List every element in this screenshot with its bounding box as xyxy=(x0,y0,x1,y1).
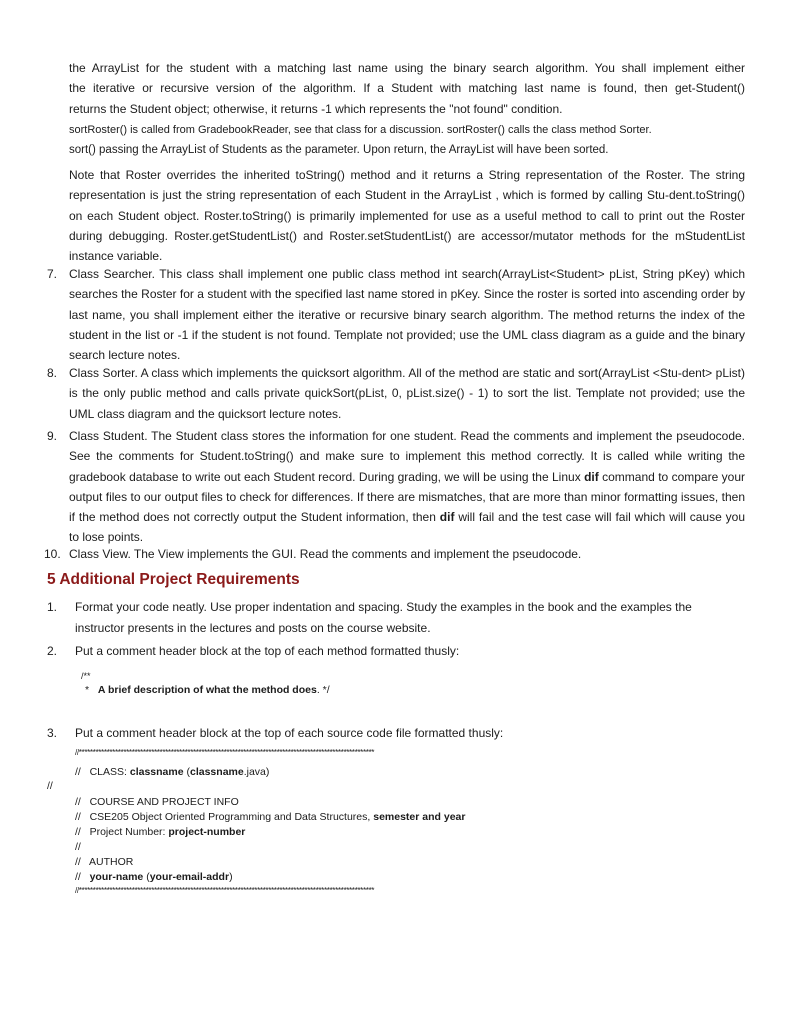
list-number: 8. xyxy=(47,366,58,380)
code-text: // CLASS: xyxy=(75,766,130,778)
paragraph-roster-tostring: Note that Roster overrides the inherited toString() method and it returns a String representation of the Roster. The string representation is just the string representation of each Student in the ArrayList , which is formed by calling Stu-dent.toString() on each Student object. Roster.toString() is primarily implemented for use as a useful method to call to print out the Roster during debugging. Roster.getStudentList() and Roster.setStudentList() are accessor/mutator methods for the mStudentList instance variable. xyxy=(69,168,745,264)
code-text: // Project Number: xyxy=(75,826,169,838)
bold-term: classname xyxy=(190,766,244,778)
paragraph-binary-search xyxy=(69,58,745,119)
bold-term: semester and year xyxy=(373,811,466,823)
bold-term: A brief description of what the method does xyxy=(97,684,317,696)
code-text: ( xyxy=(143,871,150,883)
code-text: // CSE205 Object Oriented Programming and Data Structures, xyxy=(75,811,374,823)
list-text: Class Searcher. This class shall implement one public class method int search(ArrayList<Student> pList, String pKey) which searches the Roster for a student with the specified last name stored in pKey. Since the roster is sorted into ascending order by last name, you shall implement either the iterative or recursive binary search algorithm. The method returns the index of the student in the list or -1 if the student is not found. Template not provided; use the UML class diagram as a guide and the binary search lecture notes. xyxy=(69,267,745,363)
bold-term: your-name xyxy=(89,871,144,883)
code-course-info: // COURSE AND PROJECT INFO xyxy=(75,796,239,808)
code-blank-line: // xyxy=(47,780,53,792)
code-text: .java) xyxy=(243,766,270,778)
list-number: 7. xyxy=(47,267,58,281)
code-text: ) xyxy=(229,871,233,883)
code-author-line: // AUTHOR xyxy=(75,856,134,868)
paragraph-sort-roster xyxy=(69,121,745,160)
code-star: * xyxy=(85,684,90,696)
code-close: . */ xyxy=(316,684,330,696)
list-text: Class Sorter. A class which implements the quicksort algorithm. All of the method are static and sort(ArrayList <Stu-dent> pList) is the only public method and calls private quickSort(pList, 0, pList.size() - 1) to sort the list. Template not provided; use the UML class diagram and the quicksort lecture notes. xyxy=(69,366,745,421)
list-text xyxy=(69,426,745,548)
code-project-line xyxy=(75,825,245,840)
text-line: sort() passing the ArrayList of Students as the parameter. Upon return, the ArrayList will have been sorted. xyxy=(69,143,609,156)
code-class-line xyxy=(75,765,269,780)
list-number: 10. xyxy=(44,547,61,561)
list-number: 3. xyxy=(47,726,58,740)
bold-term: dif xyxy=(439,510,455,525)
text-line: instructor presents in the lectures and posts on the course website. xyxy=(75,620,431,635)
code-text: ( xyxy=(183,766,190,778)
text-line: sortRoster() is called from GradebookReader, see that class for a discussion. sortRoster() calls the class method Sorter. xyxy=(69,124,652,136)
list-text: Put a comment header block at the top of each method formatted thusly: xyxy=(75,644,460,658)
section-heading: 5 Additional Project Requirements xyxy=(47,571,300,588)
bold-term: project-number xyxy=(168,826,246,838)
code-blank-line: // xyxy=(75,841,81,853)
text-line: the ArrayList for the student with a matching last name using the binary search algorithm. You shall implement either xyxy=(69,61,745,75)
list-text: Put a comment header block at the top of each source code file formatted thusly: xyxy=(75,726,504,740)
bold-term: your-email-addr xyxy=(149,871,230,883)
text-run: Class Student. The Student class stores the information for one student. Read the comments and implement the pseudocode. See the comments for Student.toString() and make sure to implement this method correctly. It is called while writing the gradebook database to write out each Student record. During grading, we will be using the Linux xyxy=(69,429,745,484)
bold-term: classname xyxy=(129,766,184,778)
code-comment-open: /** xyxy=(81,671,91,681)
text-line: the iterative or recursive version of the algorithm. If a Student with matching last name is found, then get-Student() xyxy=(69,81,745,96)
list-text xyxy=(75,597,745,638)
text-run: will fail and the test case will fail which will cause you to lose points. xyxy=(69,510,745,545)
code-course-line xyxy=(75,810,465,825)
text-line: returns the Student object; otherwise, it returns -1 which represents the "not found" condition. xyxy=(69,101,563,116)
list-text: Class View. The View implements the GUI. Read the comments and implement the pseudocode. xyxy=(69,547,582,561)
list-number: 1. xyxy=(47,600,58,614)
code-rule-top: //********************************************************************************************************** xyxy=(75,748,375,757)
bold-term: dif xyxy=(584,469,599,484)
list-number: 2. xyxy=(47,644,58,658)
code-rule-bottom: //********************************************************************************************************** xyxy=(75,886,375,895)
code-text: // xyxy=(75,871,90,883)
method-header-line xyxy=(85,683,330,698)
text-run: command to compare your output files to our output files to check for differences. If there are mismatches, that are more than minor formatting issues, then if the method does not correctly output the Student information, then xyxy=(69,469,745,525)
text-line: Format your code neatly. Use proper indentation and spacing. Study the examples in the book and the examples the xyxy=(75,600,692,614)
list-number: 9. xyxy=(47,429,58,443)
